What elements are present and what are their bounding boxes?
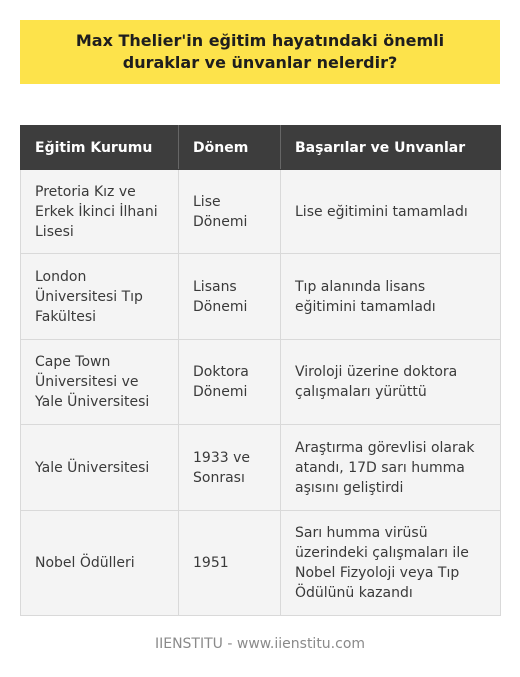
table-cell-period: 1933 ve Sonrası: [179, 425, 281, 511]
table-cell-period: Doktora Dönemi: [179, 340, 281, 425]
table-row: [21, 340, 501, 425]
footer-credit: IIENSTITU - www.iienstitu.com: [154, 636, 366, 652]
table-cell-period: Lise Dönemi: [179, 170, 281, 254]
table-cell-institution: Yale Üniversitesi: [21, 425, 179, 511]
table-row: [21, 254, 501, 340]
column-header-period: Dönem: [179, 126, 281, 170]
education-table: [20, 125, 501, 616]
table-cell-institution: Cape Town Üniversitesi ve Yale Üniversitesi: [21, 340, 179, 425]
table-cell-institution: Nobel Ödülleri: [21, 511, 179, 616]
table-header-row: [21, 126, 501, 170]
table-row: [21, 425, 501, 511]
page-title: Max Thelier'in eğitim hayatındaki önemli duraklar ve ünvanlar nelerdir?: [75, 31, 445, 72]
table-cell-achievement: Viroloji üzerine doktora çalışmaları yürüttü: [281, 340, 501, 425]
table-cell-achievement: Lise eğitimini tamamladı: [281, 170, 501, 254]
table-cell-period: Lisans Dönemi: [179, 254, 281, 340]
column-header-achievements: Başarılar ve Unvanlar: [281, 126, 501, 170]
table-cell-institution: Pretoria Kız ve Erkek İkinci İlhani Lisesi: [21, 170, 179, 254]
table-row: [21, 170, 501, 254]
column-header-institution: Eğitim Kurumu: [21, 126, 179, 170]
table-cell-period: 1951: [179, 511, 281, 616]
table-cell-achievement: Araştırma görevlisi olarak atandı, 17D sarı humma aşısını geliştirdi: [281, 425, 501, 511]
table-row: [21, 511, 501, 616]
title-banner: [20, 20, 500, 84]
table-cell-achievement: Sarı humma virüsü üzerindeki çalışmaları ile Nobel Fizyoloji veya Tıp Ödülünü kazandı: [281, 511, 501, 616]
table-cell-achievement: Tıp alanında lisans eğitimini tamamladı: [281, 254, 501, 340]
table-cell-institution: London Üniversitesi Tıp Fakültesi: [21, 254, 179, 340]
